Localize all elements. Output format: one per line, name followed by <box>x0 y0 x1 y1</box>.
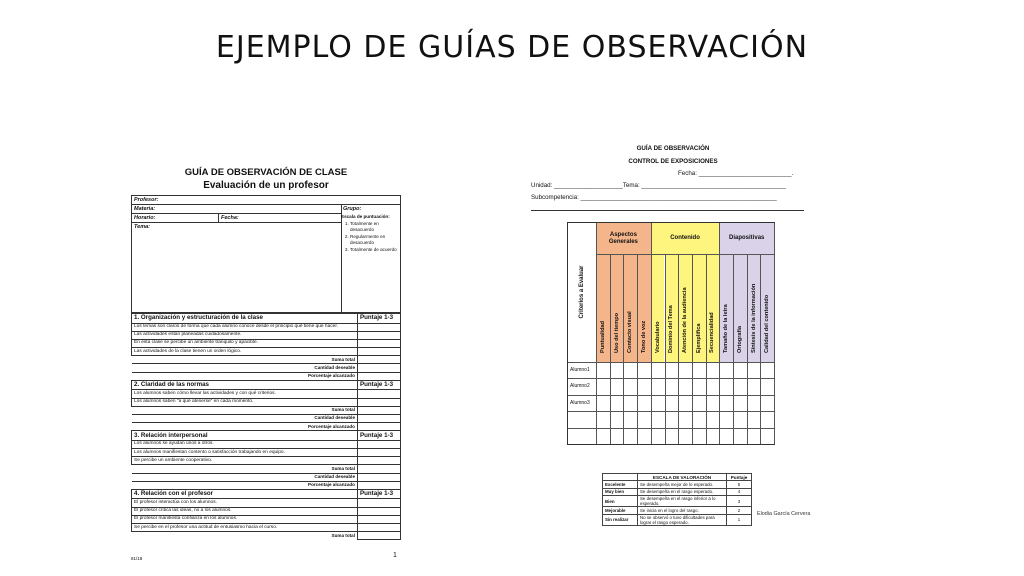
total-label: Suma total <box>132 356 358 364</box>
scale-description: Se desempeña mejor de lo esperado. <box>638 481 727 488</box>
author-credit: Elodia García Cervera <box>757 511 811 517</box>
scale-description: Se desempeña en el rasgo inferior a lo esperado. <box>638 496 727 507</box>
total-cell[interactable] <box>358 532 401 540</box>
criterion-row <box>132 339 401 347</box>
grid-vline <box>610 254 611 444</box>
criterion-text: Los alumnos saben "a qué atenerse" en cada momento. <box>132 398 358 406</box>
criterion-row <box>132 523 401 531</box>
total-label: Suma total <box>132 465 358 473</box>
student-row-label: Alumno3 <box>570 399 590 406</box>
presentation-observation-guide <box>528 145 818 525</box>
criterion-text: En esta clase se percibe un ambiente tranquilo y apacible. <box>132 339 358 347</box>
scale-score: 5 <box>727 481 752 488</box>
column-label: Síntesis de la información <box>750 283 757 353</box>
criterion-row <box>132 448 401 456</box>
scale-row <box>603 514 752 525</box>
section-title: 1. Organización y estructuración de la clase <box>132 314 358 324</box>
slide-title: EJEMPLO DE GUÍAS DE OBSERVACIÓN <box>215 30 809 65</box>
column-header <box>719 254 733 362</box>
total-cell[interactable] <box>358 423 401 431</box>
scale-level: Bien <box>603 496 638 507</box>
horario-label: Horario: <box>134 215 156 221</box>
criterion-text: Las actividades están planeadas cuidadosamente. <box>132 331 358 339</box>
scale-header: ESCALA DE VALORACIÓN <box>638 474 727 481</box>
section-header <box>132 314 401 324</box>
criterion-row <box>132 515 401 523</box>
student-row-label: Alumno1 <box>570 367 590 373</box>
left-form-subtitle: Evaluación de un profesor <box>203 180 329 191</box>
scale-description: No se observó o tuvo dificultades para lograr el rasgo esperado. <box>638 514 727 525</box>
criterion-text: Los alumnos se ayudan unos a otros. <box>132 440 358 448</box>
criterion-row <box>132 348 401 356</box>
column-header <box>623 254 637 362</box>
score-cell[interactable] <box>358 348 401 356</box>
column-header <box>596 254 610 362</box>
group-header: Diapositivas <box>719 223 774 254</box>
total-cell[interactable] <box>358 465 401 473</box>
column-label: Atención de la audiencia <box>682 287 689 353</box>
sections-table <box>131 313 401 540</box>
left-form-footer <box>131 552 401 566</box>
scale-score: 3 <box>727 496 752 507</box>
criterion-text: Los temas son claros de forma que cada alumno conoce desde el principio qué tiene que hacer. <box>132 323 358 331</box>
total-row <box>132 423 401 431</box>
scale-title: Escala de puntuación: <box>341 214 390 219</box>
total-cell[interactable] <box>358 481 401 489</box>
column-label: Ortografía <box>736 325 743 353</box>
criterion-row <box>132 499 401 507</box>
score-cell[interactable] <box>358 398 401 406</box>
total-label: Porcentaje alcanzado <box>132 481 358 489</box>
group-header: Contenido <box>651 223 720 254</box>
separator-line <box>531 210 804 211</box>
criterion-text: Los alumnos manifiestan contento o satisfacción trabajando en equipo. <box>132 448 358 456</box>
criterion-text: Se percibe en el profesor una actitud de entusiasmo hacia el curso. <box>132 523 358 531</box>
column-label: Dominio del Tema <box>668 305 675 353</box>
criterion-text: El profesor critica las ideas, no a los alumnos. <box>132 507 358 515</box>
score-cell[interactable] <box>358 323 401 331</box>
grid-hline <box>568 428 774 429</box>
total-cell[interactable] <box>358 356 401 364</box>
rating-scale-table <box>602 473 752 526</box>
total-row <box>132 481 401 489</box>
criteria-label: Criterios a Evaluar <box>579 265 585 319</box>
criterion-row <box>132 323 401 331</box>
unidad-tema-field: Unidad: ____________________Tema: __________________________________________ <box>531 182 786 189</box>
profesor-label: Profesor: <box>134 197 159 203</box>
grid-vline <box>665 254 666 444</box>
scale-score: 1 <box>727 514 752 525</box>
score-cell[interactable] <box>358 339 401 347</box>
column-label: Calidad del contenido <box>764 294 771 353</box>
total-row <box>132 465 401 473</box>
scale-row <box>603 496 752 507</box>
scale-description: Se inicia en el logro del rasgo. <box>638 507 727 514</box>
score-header: Puntaje 1-3 <box>358 380 401 390</box>
right-form-subtitle: CONTROL DE EXPOSICIONES <box>628 158 718 165</box>
column-label: Ejemplifica <box>695 323 702 353</box>
page-number: 1 <box>393 552 397 560</box>
grid-hline <box>568 395 774 396</box>
total-row <box>132 364 401 372</box>
scale-score: 4 <box>727 488 752 495</box>
evaluation-sections <box>131 313 401 540</box>
score-cell[interactable] <box>358 515 401 523</box>
group-header: Aspectos Generales <box>596 223 651 254</box>
grid-vline <box>733 254 734 444</box>
scale-level: Sin realizar <box>603 514 638 525</box>
scale-level: Muy bien <box>603 488 638 495</box>
total-label: Suma total <box>132 406 358 414</box>
total-label: Porcentaje alcanzado <box>132 372 358 380</box>
total-label: Cantidad deseable <box>132 473 358 481</box>
materia-label: Materia: <box>134 206 156 212</box>
criterion-text: Se percibe un ambiente cooperativo. <box>132 457 358 465</box>
column-header <box>678 254 692 362</box>
score-header: Puntaje <box>727 474 752 481</box>
section-title: 2. Claridad de las normas <box>132 380 358 390</box>
column-header <box>733 254 747 362</box>
scale-row <box>603 507 752 514</box>
rating-scale-box <box>341 214 399 254</box>
footer-code: 81/18 <box>131 556 143 562</box>
section-header <box>132 380 401 390</box>
column-header <box>760 254 774 362</box>
criterion-row <box>132 440 401 448</box>
column-label: Secuencialidad <box>709 312 716 353</box>
scale-description: Se desempeña en el rasgo esperado. <box>638 488 727 495</box>
grid-vline <box>623 254 624 444</box>
grid-vline <box>747 254 748 444</box>
scale-row <box>603 481 752 488</box>
student-row-label: Alumno2 <box>570 383 590 390</box>
total-row <box>132 372 401 380</box>
grid-hline <box>596 254 774 255</box>
grid-hline <box>568 362 774 363</box>
score-cell[interactable] <box>358 448 401 456</box>
score-cell[interactable] <box>358 390 401 398</box>
scale-level: Mejorable <box>603 507 638 514</box>
tema-label: Tema: <box>134 224 150 230</box>
column-header <box>651 254 665 362</box>
section-title: 3. Relación interpersonal <box>132 431 358 441</box>
scale-item: 3. Totalmente de acuerdo <box>350 247 399 253</box>
score-header: Puntaje 1-3 <box>358 489 401 499</box>
grid-hline <box>568 411 774 412</box>
column-header <box>610 254 624 362</box>
criteria-header <box>568 223 596 362</box>
column-label: Contacto visual <box>627 311 634 353</box>
score-header: Puntaje 1-3 <box>358 431 401 441</box>
column-label: Vocabulario <box>654 321 661 353</box>
total-cell[interactable] <box>358 372 401 380</box>
grid-hline <box>568 378 774 379</box>
column-header <box>637 254 651 362</box>
score-cell[interactable] <box>358 440 401 448</box>
criterion-row <box>132 331 401 339</box>
criterion-text: El profesor interactúa con los alumnos. <box>132 499 358 507</box>
grupo-label: Grupo: <box>343 206 362 212</box>
total-label: Porcentaje alcanzado <box>132 423 358 431</box>
criterion-row <box>132 390 401 398</box>
column-label: Puntualidad <box>599 320 606 353</box>
column-label: Tono de voz <box>640 320 647 353</box>
score-cell[interactable] <box>358 457 401 465</box>
scale-score: 2 <box>727 507 752 514</box>
criterion-row <box>132 457 401 465</box>
subcompetencia-field: Subcompetencia: _________________________________________________________ <box>531 194 777 201</box>
total-cell[interactable] <box>358 473 401 481</box>
total-row <box>132 406 401 414</box>
score-cell[interactable] <box>358 523 401 531</box>
total-row <box>132 414 401 422</box>
fecha-field: Fecha: ___________________________. <box>678 170 794 177</box>
class-observation-guide <box>131 166 401 566</box>
scale-row <box>603 488 752 495</box>
section-header <box>132 489 401 499</box>
column-label: Uso del tiempo <box>613 312 620 353</box>
total-row <box>132 532 401 540</box>
right-form-title: GUÍA DE OBSERVACIÓN <box>636 145 710 152</box>
left-form-title: GUÍA DE OBSERVACIÓN DE CLASE <box>184 167 348 178</box>
grid-vline <box>706 254 707 444</box>
criterion-row <box>132 507 401 515</box>
total-cell[interactable] <box>358 364 401 372</box>
criteria-table <box>567 222 775 445</box>
criterion-text: Las actividades de la clase tienen un orden lógico. <box>132 348 358 356</box>
column-header <box>665 254 679 362</box>
teacher-info-grid <box>131 195 401 313</box>
grid-vline <box>637 254 638 444</box>
column-label: Tamaño de la letra <box>723 304 730 353</box>
score-header: Puntaje 1-3 <box>358 314 401 324</box>
scale-level: Excelente <box>603 481 638 488</box>
criterion-text: El profesor manifiesta confianza en los alumnos. <box>132 515 358 523</box>
scale-item: 1. Totalmente en desacuerdo <box>350 221 399 233</box>
total-cell[interactable] <box>358 406 401 414</box>
grid-vline <box>760 254 761 444</box>
total-row <box>132 356 401 364</box>
grid-vline <box>774 223 775 444</box>
criterion-text: Los alumnos saben cómo llevar las actividades y con qué criterios. <box>132 390 358 398</box>
total-row <box>132 473 401 481</box>
section-title: 4. Relación con el profesor <box>132 489 358 499</box>
total-cell[interactable] <box>358 414 401 422</box>
total-label: Suma total <box>132 532 358 540</box>
score-cell[interactable] <box>358 507 401 515</box>
grid-vline <box>692 254 693 444</box>
scale-item: 2. Regularmente en desacuerdo <box>350 234 399 246</box>
score-cell[interactable] <box>358 331 401 339</box>
score-cell[interactable] <box>358 499 401 507</box>
column-header <box>747 254 761 362</box>
criterion-row <box>132 398 401 406</box>
column-header <box>692 254 706 362</box>
section-header <box>132 431 401 441</box>
grid-vline <box>678 254 679 444</box>
column-header <box>706 254 720 362</box>
total-label: Cantidad deseable <box>132 364 358 372</box>
fecha-label: Fecha: <box>221 215 239 221</box>
total-label: Cantidad deseable <box>132 414 358 422</box>
